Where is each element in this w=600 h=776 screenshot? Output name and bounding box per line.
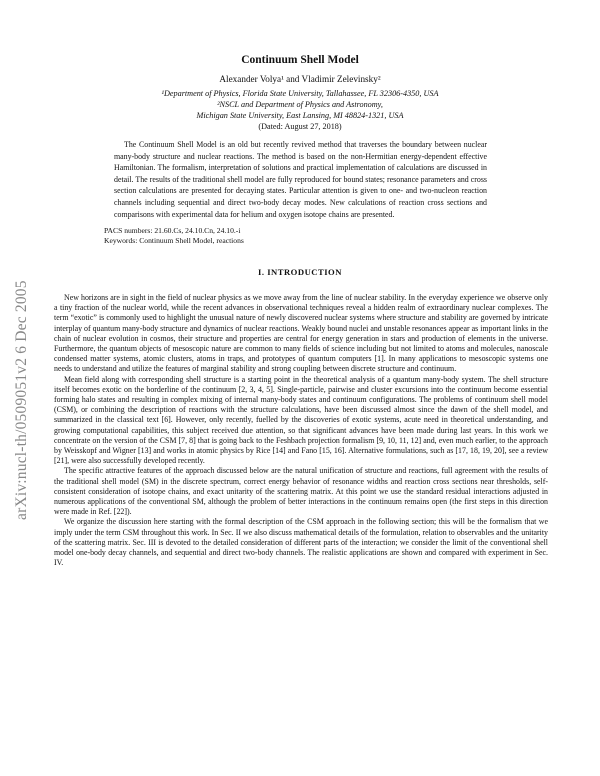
paper-title: Continuum Shell Model bbox=[241, 54, 359, 66]
metadata-block bbox=[104, 226, 244, 245]
affiliation-2: ²NSCL and Department of Physics and Astronomy, bbox=[217, 100, 383, 109]
abstract: The Continuum Shell Model is an old but recently revived method that traverses the boundary between nuclear many-body structure and nuclear reactions. The method is based on the non-Hermitian energy-dependent effective Hamiltonian. The formalism, interpretation of solutions and practical implementation of calculations are discussed in detail. The results of the traditional shell model are fully reproduced for bound states; resonance parameters and cross section calculations are presented for decaying states. Particular attention is given to one- and two-nucleon reaction channels including sequential and direct two-body decay modes. New calculations of reaction cross sections and comparisons with experimental data for helium and oxygen isotope chains are presented. bbox=[114, 140, 487, 219]
affiliation-1: ¹Department of Physics, Florida State University, Tallahassee, FL 32306-4350, USA bbox=[161, 89, 439, 98]
affiliation-3: Michigan State University, East Lansing, MI 48824-1321, USA bbox=[196, 111, 404, 120]
pacs-numbers: PACS numbers: 21.60.Cs, 24.10.Cn, 24.10.-i bbox=[104, 226, 241, 235]
introduction-body bbox=[54, 293, 548, 568]
arxiv-identifier: arXiv:nucl-th/0509051v2 6 Dec 2005 bbox=[13, 280, 30, 520]
body-paragraph: We organize the discussion here starting with the formal description of the CSM approach in the following section; this will be the formalism that we imply under the term CSM throughout this work. In Sec. II we also discuss mathematical details of the formulation, relation to observables and the unitarity of the scattering matrix. Sec. III is devoted to the detailed consideration of different parts of the interaction; we consider the limit of the conventional shell model one-body decay channels, and sequential and direct two-body channels. The realistic applications are shown and compared with experiment in Sec. IV. bbox=[54, 517, 548, 568]
body-paragraph: Mean field along with corresponding shell structure is a starting point in the theoretical analysis of a quantum many-body system. The shell structure itself becomes exotic on the borderline of the continuum [2, 3, 4, 5]. Single-particle, pairwise and cluster excursions into the continuum become essential forming halo states and resulting in complex mixing of internal many-body states and continuum configurations. The problems of continuum shell model (CSM), or combining the description of reactions with the structure calculations, have been discussed almost since the dawn of the shell model, and summarized in the classical text [6]. However, only recently, fuelled by the discoveries of exotic systems, acute need in theoretical understanding, and growing computational capabilities, this subject received due attention, so that significant advances have been made during last years. In this work we concentrate on the version of the CSM [7, 8] that is going back to the Feshbach projection formalism [9, 10, 11, 12] and, even much earlier, to the approach by Weisskopf and Wigner [13] and works in atomic physics by Rice [14] and Fano [15, 16]. Alternative formulations, such as [17, 18, 19, 20], see a review [21], were also successfully developed recently. bbox=[54, 374, 548, 466]
keywords: Keywords: Continuum Shell Model, reactions bbox=[104, 235, 244, 245]
body-paragraph: The specific attractive features of the approach discussed below are the natural unification of structure and reactions, full agreement with the results of the traditional shell model (SM) in the discrete spectrum, correct energy behavior of resonance widths and reaction cross sections near thresholds, self-consistent consideration of isotope chains, and exact unitarity of the scattering matrix. At this point we use the standard residual interactions adjusted in numerous applications of the conventional SM, although the problem of better interactions in the continuum remains open (the first steps in this direction were made in Ref. [22]). bbox=[54, 466, 548, 517]
body-paragraph: New horizons are in sight in the field of nuclear physics as we move away from the line of nuclear stability. In the everyday experience we observe only a tiny fraction of the nuclear world, while the recent advances in observational techniques reveal a hidden realm of extraordinary nuclear complexes. The term “exotic” is commonly used to highlight the unusual nature of newly discovered nuclear systems where structure and stability are governed by intricate interplay of quantum many-body structure and dynamics of nuclear reactions. Weakly bound nuclei and unstable resonances appear as important links in the chain of nuclear evolution in cosmos, their structure and properties are central for energy generation in stars and production of elements in the universe. Furthermore, the quantum objects of mesoscopic nature are common to many fields of science including but not limited to atoms and molecules, nanoscale condensed matter systems, atomic clusters, atoms in traps, and prototypes of quantum computers [1]. In many applications to mesoscopic systems one needs to understand and utilize the features of marginal stability and strong coupling between discrete structure and continuum. bbox=[54, 293, 548, 374]
author-list: Alexander Volya¹ and Vladimir Zelevinsky² bbox=[219, 74, 381, 84]
section-heading: I. INTRODUCTION bbox=[258, 267, 342, 277]
dated-line: (Dated: August 27, 2018) bbox=[258, 122, 342, 131]
